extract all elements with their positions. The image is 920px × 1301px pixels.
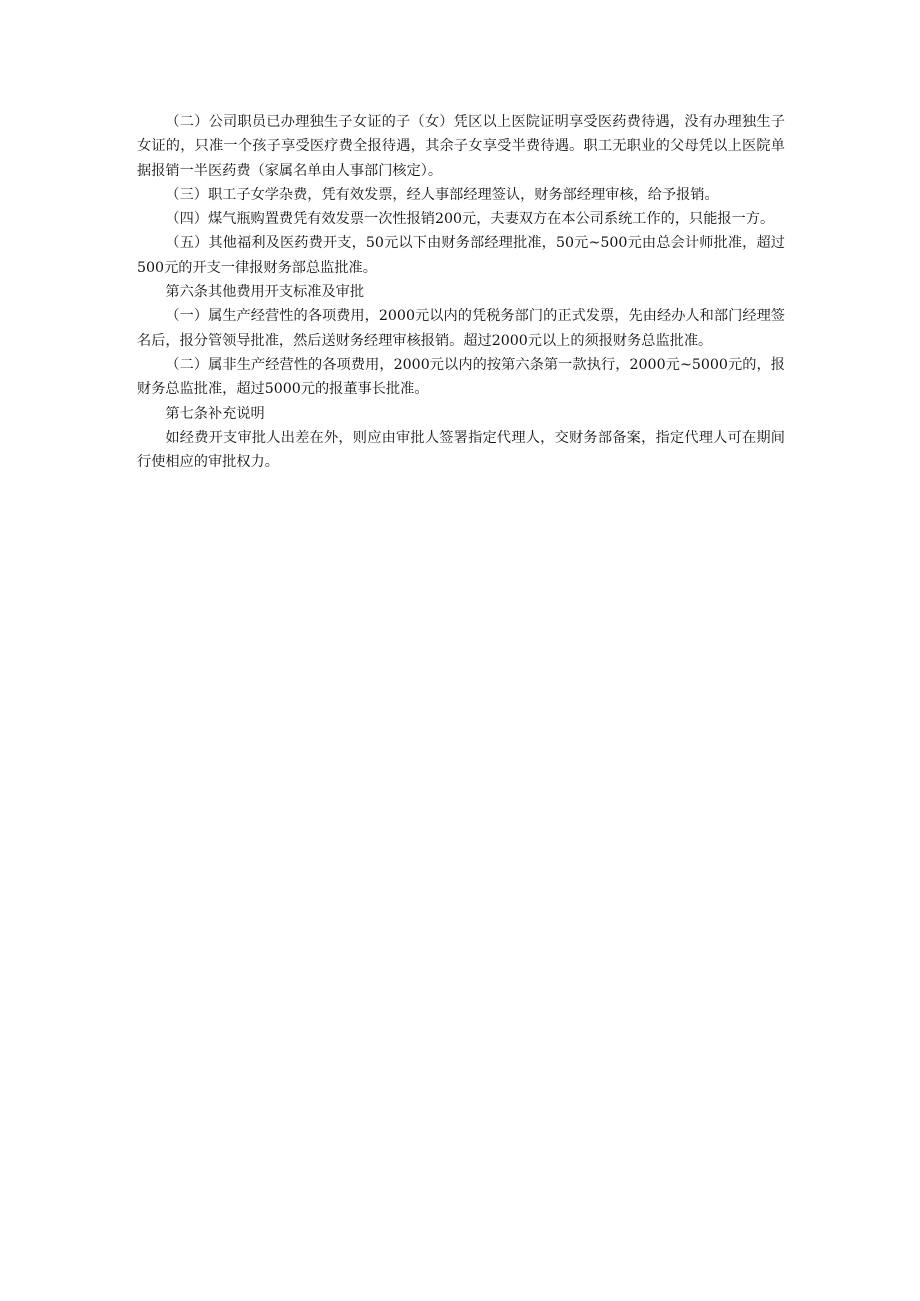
paragraph-tuition-fees: （三）职工子女学杂费，凭有效发票，经人事部经理签认，财务部经理审核，给予报销。: [165, 186, 719, 203]
paragraph-production-expenses: （一）属生产经营性的各项费用，2000元以内的凭税务部门的正式发票，先由经办人和部门经理签名后，报分管领导批准，然后送财务经理审核报销。超过2000元以上的须报财务总监批准。: [137, 308, 785, 349]
paragraph-non-production-expenses: （二）属非生产经营性的各项费用，2000元以内的按第六条第一款执行，2000元~5000元的，报财务总监批准，超过5000元的报董事长批准。: [137, 356, 785, 398]
paragraph-supplementary: 如经费开支审批人出差在外，则应由审批人签署指定代理人，交财务部备案，指定代理人可在期间行使相应的审批权力。: [137, 429, 785, 471]
paragraph-other-welfare: （五）其他福利及医药费开支，50元以下由财务部经理批准，50元~500元由总会计师批准，超过500元的开支一律报财务部总监批准。: [137, 235, 785, 276]
document-page: [137, 110, 785, 474]
heading-article-7: 第七条补充说明: [165, 405, 265, 422]
heading-article-6: 第六条其他费用开支标准及审批: [165, 284, 365, 301]
paragraph-gas-cylinder: （四）煤气瓶购置费凭有效发票一次性报销200元，夫妻双方在本公司系统工作的，只能报一方。: [165, 211, 775, 228]
paragraph-medical-expenses: （二）公司职员已办理独生子女证的子（女）凭区以上医院证明享受医药费待遇，没有办理独生子女证的，只准一个孩子享受医疗费全报待遇，其余子女享受半费待遇。职工无职业的父母凭以上医院单据报销一半医药费（家属名单由人事部门核定）。: [137, 114, 785, 179]
